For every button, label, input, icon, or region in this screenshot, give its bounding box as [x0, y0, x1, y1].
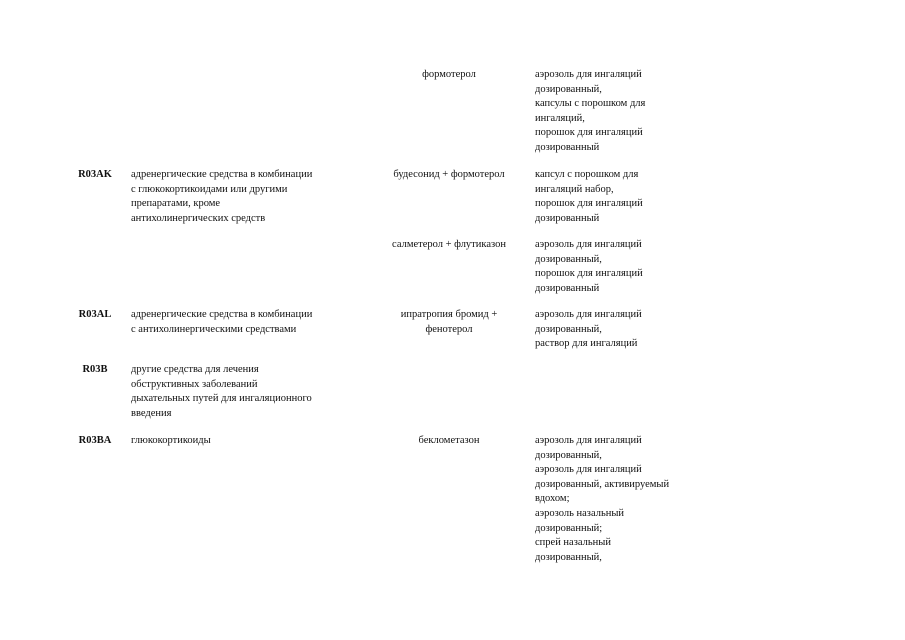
atc-code: R03AL — [78, 309, 112, 320]
dosage-forms: аэрозоль для ингаляций дозированный, капсулы с порошком для ингаляций, порошок для ингаляций дозированный — [535, 69, 646, 153]
drug-name: будесонид + формотерол — [393, 169, 505, 180]
drug-name: беклометазон — [418, 435, 480, 446]
atc-description: адренергические средства в комбинации с антихолинергическими средствами — [131, 309, 313, 335]
atc-description: глюкокортикоиды — [131, 435, 211, 446]
atc-code: R03BA — [78, 435, 112, 446]
drug-name: салметерол + флутиказон — [392, 239, 506, 250]
dosage-forms: аэрозоль для ингаляций дозированный, раствор для ингаляций — [535, 309, 642, 350]
dosage-forms: аэрозоль для ингаляций дозированный, аэрозоль для ингаляций дозированный, активируемый вдохом; аэрозоль назальный дозированный; спрей назальный дозированный, — [535, 435, 670, 563]
atc-code: R03B — [82, 364, 108, 375]
drug-name: ипратропия бромид + фенотерол — [400, 309, 498, 335]
dosage-forms: аэрозоль для ингаляций дозированный, порошок для ингаляций дозированный — [535, 239, 643, 294]
atc-code: R03AK — [78, 169, 112, 180]
atc-description: другие средства для лечения обструктивных заболеваний дыхательных путей для ингаляционного введения — [131, 364, 312, 419]
drug-name: формотерол — [422, 69, 476, 80]
atc-description: адренергические средства в комбинации с глюкокортикоидами или другими препаратами, кроме антихолинергических средств — [131, 169, 313, 224]
dosage-forms: капсул с порошком для ингаляций набор, порошок для ингаляций дозированный — [535, 169, 643, 224]
